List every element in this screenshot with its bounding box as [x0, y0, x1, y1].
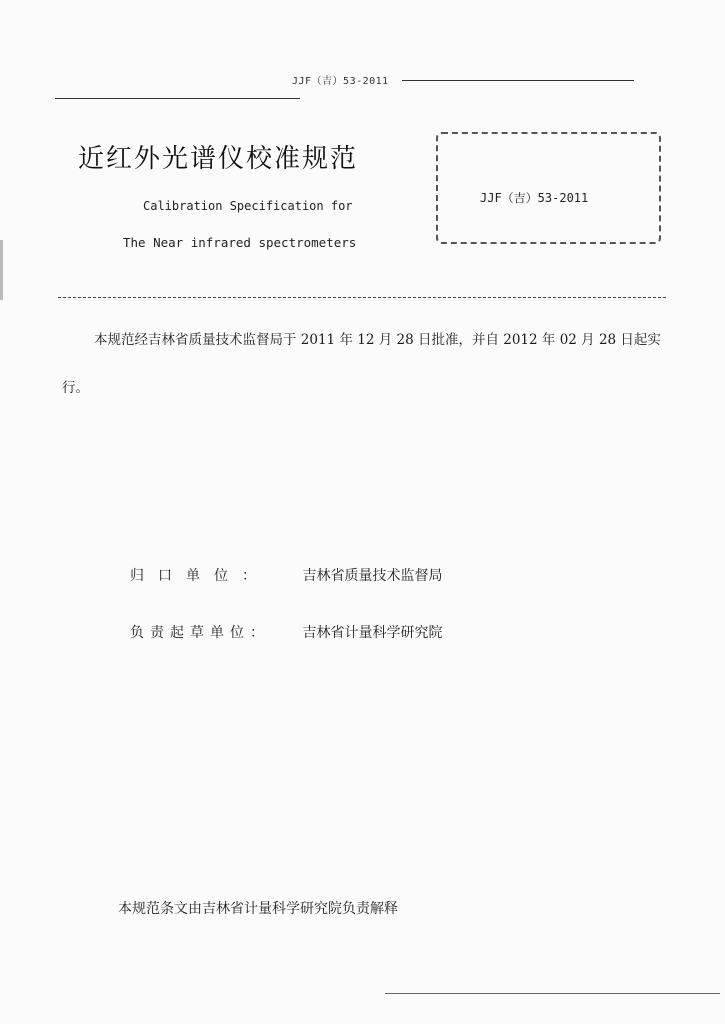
- header-rule-left: [55, 98, 300, 99]
- header-code: JJF（吉）53-2011: [292, 76, 389, 87]
- spec-code: JJF（吉）53-2011: [480, 191, 589, 205]
- title-english-line1: Calibration Specification for: [143, 199, 353, 213]
- approval-statement: 本规范经吉林省质量技术监督局于 2011 年 12 月 28 日批准，并自 2012 年 02 月 28 日起实行。: [62, 332, 661, 396]
- drafter-label: 负责起草单位：: [130, 625, 270, 641]
- drafter-row: [130, 622, 442, 642]
- title-english-line2: The Near infrared spectrometers: [123, 235, 357, 250]
- footer-rule: [385, 993, 720, 994]
- title-chinese: 近红外光谱仪校准规范: [78, 144, 359, 174]
- scan-edge-mark: [0, 240, 3, 300]
- owner-row: [130, 565, 442, 585]
- interpretation-note: 本规范条文由吉林省计量科学研究院负责解释: [118, 901, 398, 917]
- spec-code-box: [436, 132, 661, 244]
- owner-label: 归口单位：: [130, 568, 270, 584]
- section-divider: [58, 297, 666, 298]
- owner-value: 吉林省质量技术监督局: [302, 568, 443, 584]
- drafter-value: 吉林省计量科学研究院: [302, 625, 443, 641]
- header-rule-right: [402, 80, 634, 81]
